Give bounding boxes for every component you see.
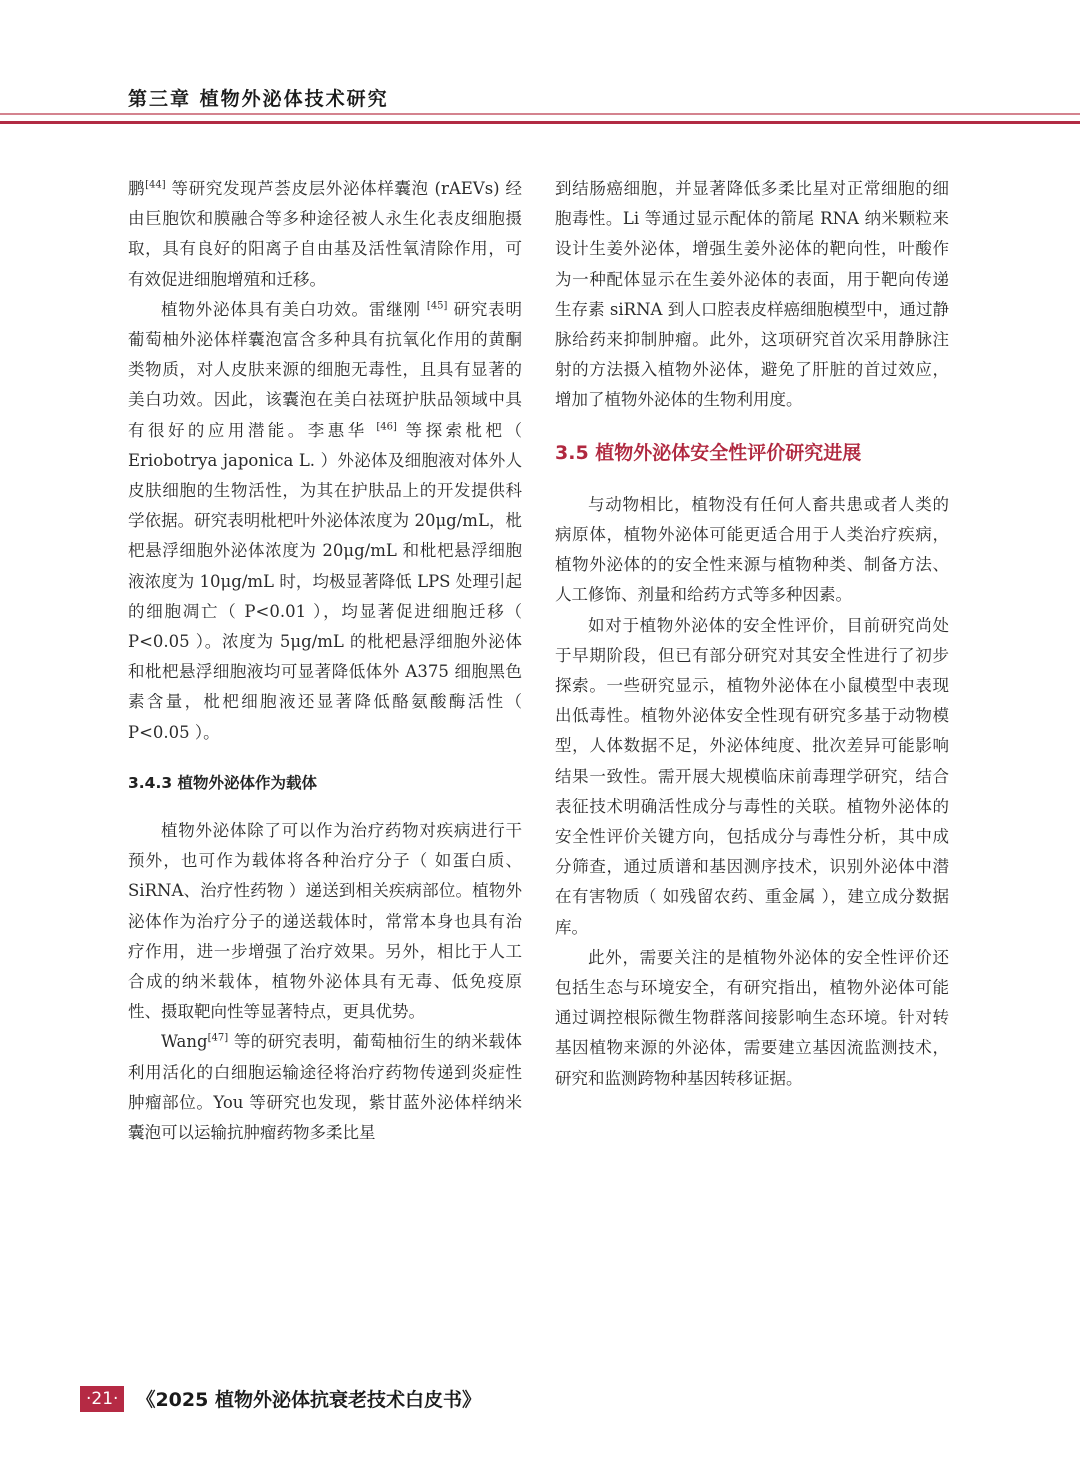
text: 等的研究表明，葡萄柚衍生的纳米载体利用活化的白细胞运输途径将治疗药物传递到炎症性肿瘤部位。You 等研究也发现，紫甘蓝外泌体样纳米囊泡可以运输抗肿瘤药物多柔比星 <box>128 1032 522 1143</box>
section-heading: 3.5 植物外泌体安全性评价研究进展 <box>555 441 862 464</box>
paragraph <box>128 174 522 295</box>
book-title: 《2025 植物外泌体抗衰老技术白皮书》 <box>136 1389 481 1411</box>
right-column <box>555 174 949 1094</box>
text: 植物外泌体具有美白功效。雷继刚 <box>161 299 427 319</box>
text: 等研究发现芦荟皮层外泌体样囊泡 (rAEVs) 经由巨胞饮和膜融合等多种途径被人永生化表皮细胞摄取，具有良好的阳离子自由基及活性氧清除作用，可有效促进细胞增殖和迁移。 <box>128 179 522 289</box>
paragraph: 到结肠癌细胞，并显著降低多柔比星对正常细胞的细胞毒性。Li 等通过显示配体的箭尾 RNA 纳米颗粒来设计生姜外泌体，增强生姜外泌体的靶向性，叶酸作为一种配体显示在生姜外泌体的表面，用于靶向传递生存素 siRNA 到人口腔表皮样癌细胞模型中，通过静脉给药来抑制肿瘤。此外，这项研究首次采用静脉注射的方法摄入植物外泌体，避免了肝脏的首过效应，增加了植物外泌体的生物利用度。 <box>555 179 949 410</box>
text: 研究表明葡萄柚外泌体样囊泡富含多种具有抗氧化作用的黄酮类物质，对人皮肤来源的细胞无毒性，且具有显著的美白功效。因此，该囊泡在美白祛斑护肤品领域中具有很好的应用潜能。李惠华 <box>128 299 522 440</box>
paragraph: 此外，需要关注的是植物外泌体的安全性评价还包括生态与环境安全，有研究指出，植物外泌体可能通过调控根际微生物群落间接影响生态环境。针对转基因植物来源的外泌体，需要建立基因流监测技术，研究和监测跨物种基因转移证据。 <box>555 947 949 1088</box>
paragraph: 如对于植物外泌体的安全性评价，目前研究尚处于早期阶段，但已有部分研究对其安全性进行了初步探索。一些研究显示，植物外泌体在小鼠模型中表现出低毒性。植物外泌体安全性现有研究多基于动物模型，人体数据不足，外泌体纯度、批次差异可能影响结果一致性。需开展大规模临床前毒理学研究，结合表征技术明确活性成分与毒性的关联。植物外泌体的安全性评价关键方向，包括成分与毒性分析，其中成分筛查，通过质谱和基因测序技术，识别外泌体中潜在有害物质（ 如残留农药、重金属 ），建立成分数据库。 <box>555 615 949 937</box>
paragraph <box>128 1027 522 1148</box>
chapter-title: 第三章 植物外泌体技术研究 <box>128 88 389 110</box>
left-column <box>128 174 522 1148</box>
citation-ref: [46] <box>376 421 397 433</box>
page-footer <box>80 1385 481 1412</box>
citation-ref: [45] <box>426 300 448 312</box>
page-number-badge: ·21· <box>80 1386 124 1412</box>
text: 等探索枇杷（ Eriobotrya japonica L. ）外泌体及细胞液对体外人皮肤细胞的生物活性，为其在护肤品上的开发提供科学依据。研究表明枇杷叶外泌体浓度为 20μg/mL，枇杷悬浮细胞外泌体浓度为 20μg/mL 和枇杷悬浮细胞液浓度为 10μg/mL 时，均极显著降低 LPS 处理引起的细胞凋亡（ P<0.01 ），均显著促进细胞迁移（ P<0.05 ）。浓度为 5μg/mL 的枇杷悬浮细胞外泌体和枇杷悬浮细胞液均可显著降低体外 A375 细胞黑色素含量，枇杷细胞液还显著降低酪氨酸酶活性（ P<0.05 ）。 <box>128 420 522 742</box>
header-rule-thick <box>0 121 1080 124</box>
paragraph <box>128 295 522 748</box>
citation-ref: [47] <box>207 1032 229 1044</box>
header-rule-thin <box>0 113 1080 115</box>
subsection-heading: 3.4.3 植物外泌体作为载体 <box>128 773 318 792</box>
paragraph: 与动物相比，植物没有任何人畜共患或者人类的病原体，植物外泌体可能更适合用于人类治疗疾病，植物外泌体的的安全性来源与植物种类、制备方法、人工修饰、剂量和给药方式等多种因素。 <box>555 494 949 605</box>
text: 鹏 <box>128 179 146 198</box>
citation-ref: [44] <box>145 179 166 191</box>
text: Wang <box>161 1032 208 1052</box>
paragraph: 植物外泌体除了可以作为治疗药物对疾病进行干预外，也可作为载体将各种治疗分子（ 如蛋白质、SiRNA、治疗性药物 ）递送到相关疾病部位。植物外泌体作为治疗分子的递送载体时，常常本身也具有治疗作用，进一步增强了治疗效果。另外，相比于人工合成的纳米载体，植物外泌体具有无毒、低免疫原性、摄取靶向性等显著特点，更具优势。 <box>128 821 522 1022</box>
